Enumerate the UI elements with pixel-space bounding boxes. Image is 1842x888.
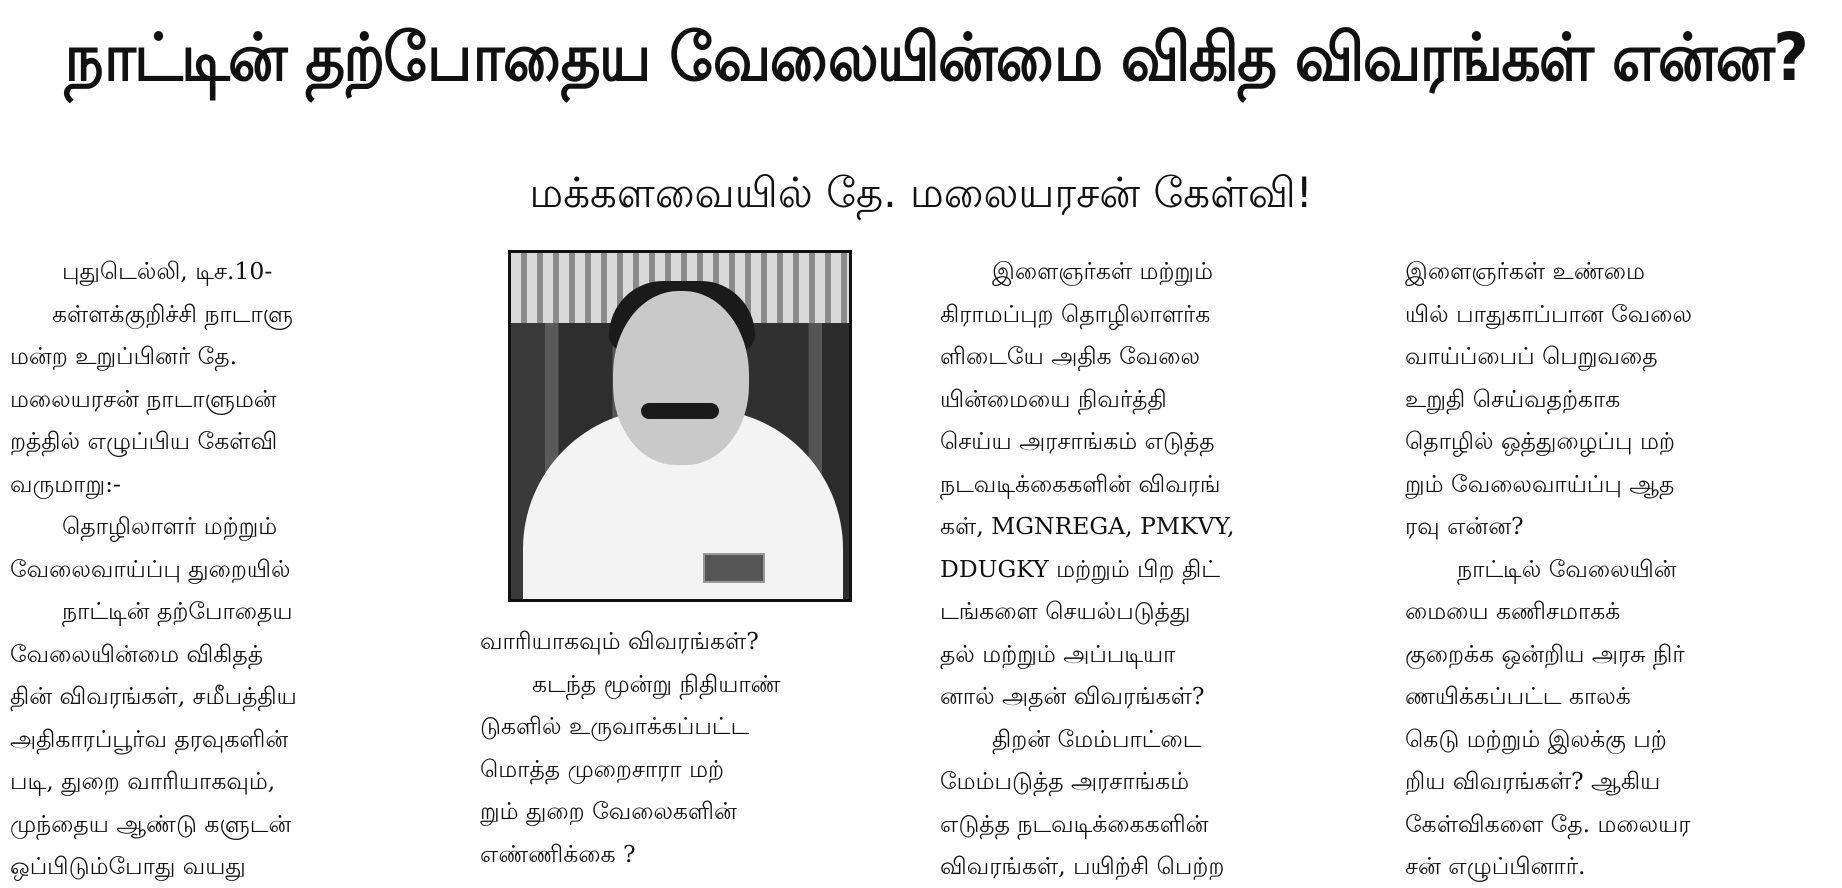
article-column-3 bbox=[940, 250, 1370, 888]
article-line: நாட்டின் தற்போதைய bbox=[62, 597, 293, 625]
article-line: இளைஞர்கள் உண்மை bbox=[1405, 257, 1645, 285]
article-line: வேலைவாய்ப்பு துறையில் bbox=[10, 554, 291, 583]
article-line: றத்தில் எழுப்பிய கேள்வி bbox=[10, 427, 278, 455]
article-column-4 bbox=[1405, 250, 1835, 888]
article-line: கிராமப்புற தொழிலாளர்க bbox=[940, 299, 1211, 328]
article-line: யில் பாதுகாப்பான வேலை bbox=[1405, 299, 1692, 328]
article-line: நாட்டில் வேலையின் bbox=[1457, 554, 1677, 583]
article-line: ளிடையே அதிக வேலை bbox=[940, 342, 1201, 370]
article-line: கேள்விகளை தே. மலையர bbox=[1405, 809, 1691, 838]
mp-portrait-photo bbox=[508, 250, 852, 602]
article-line: திறன் மேம்பாட்டை bbox=[992, 724, 1202, 753]
article-line: மன்ற உறுப்பினர் தே. bbox=[10, 342, 238, 370]
article-line: மலையரசன் நாடாளுமன் bbox=[10, 384, 277, 413]
article-line: யின்மையை நிவர்த்தி bbox=[940, 384, 1167, 413]
article-line: றும் வேலைவாய்ப்பு ஆத bbox=[1405, 469, 1675, 498]
article-line: தின் விவரங்கள், சமீபத்திய bbox=[10, 682, 297, 710]
article-line: மொத்த முறைசாரா மற் bbox=[480, 754, 724, 783]
article-line: கள்ளக்குறிச்சி நாடாளு bbox=[52, 299, 293, 328]
article-line: வருமாறு:- bbox=[10, 469, 121, 498]
article-line: றும் துறை வேலைகளின் bbox=[480, 797, 737, 825]
article-line: மேம்படுத்த அரசாங்கம் bbox=[940, 767, 1190, 795]
article-line: வாய்ப்பைப் பெறுவதை bbox=[1405, 342, 1658, 370]
article-line: கெடு மற்றும் இலக்கு பற் bbox=[1405, 724, 1667, 753]
article-line: எடுத்த நடவடிக்கைகளின் bbox=[940, 809, 1209, 838]
article-line: கள், MGNREGA, PMKVY, bbox=[940, 512, 1235, 540]
article-line: படி, துறை வாரியாகவும், bbox=[10, 767, 276, 795]
article-line: DDUGKY மற்றும் பிற திட் bbox=[940, 554, 1220, 583]
article-line: விவரங்கள், பயிற்சி பெற்ற bbox=[940, 852, 1225, 880]
article-line: ரவு என்ன? bbox=[1405, 512, 1524, 540]
article-line: உறுதி செய்வதற்காக bbox=[1405, 384, 1621, 413]
article-line: தொழிலாளர் மற்றும் bbox=[62, 512, 278, 540]
article-line: றிய விவரங்கள்? ஆகிய bbox=[1405, 767, 1661, 795]
article-line: தொழில் ஒத்துழைப்பு மற் bbox=[1405, 427, 1675, 455]
article-line: நடவடிக்கைகளின் விவரங் bbox=[940, 469, 1221, 498]
article-line: மையை கணிசமாகக் bbox=[1405, 597, 1621, 625]
headline: நாட்டின் தற்போதைய வேலையின்மை விகித விவரங்கள் என்ன? bbox=[64, 19, 1807, 96]
article-line: தல் மற்றும் அப்படியா bbox=[940, 639, 1176, 668]
article-line: னால் அதன் விவரங்கள்? bbox=[940, 682, 1205, 710]
article-line: குறைக்க ஒன்றிய அரசு நிர் bbox=[1405, 639, 1685, 668]
article-line: வேலையின்மை விகிதத் bbox=[10, 639, 264, 668]
article-column-1 bbox=[10, 250, 450, 888]
article-line: வாரியாகவும் விவரங்கள்? bbox=[480, 627, 759, 655]
article-line: கடந்த மூன்று நிதியாண் bbox=[532, 669, 781, 698]
article-column-2 bbox=[480, 620, 900, 875]
article-line: இளைஞர்கள் மற்றும் bbox=[992, 257, 1213, 285]
article-line: அதிகாரப்பூர்வ தரவுகளின் bbox=[10, 724, 289, 753]
article-line: ஒப்பிடும்போது வயது bbox=[10, 852, 246, 880]
article-line: ணயிக்கப்பட்ட காலக் bbox=[1405, 682, 1631, 710]
article-line: செய்ய அரசாங்கம் எடுத்த bbox=[940, 427, 1215, 455]
article-line: டங்களை செயல்படுத்து bbox=[940, 597, 1191, 625]
article-line: சன் எழுப்பினார். bbox=[1405, 852, 1586, 880]
subheadline: மக்களவையில் தே. மலையரசன் கேள்வி! bbox=[529, 168, 1313, 217]
article-line: எண்ணிக்கை ? bbox=[480, 839, 636, 868]
article-line: முந்தைய ஆண்டு களுடன் bbox=[10, 809, 292, 838]
article-line: புதுடெல்லி, டிச.10- bbox=[62, 257, 273, 285]
article-line: டுகளில் உருவாக்கப்பட்ட bbox=[480, 712, 750, 740]
